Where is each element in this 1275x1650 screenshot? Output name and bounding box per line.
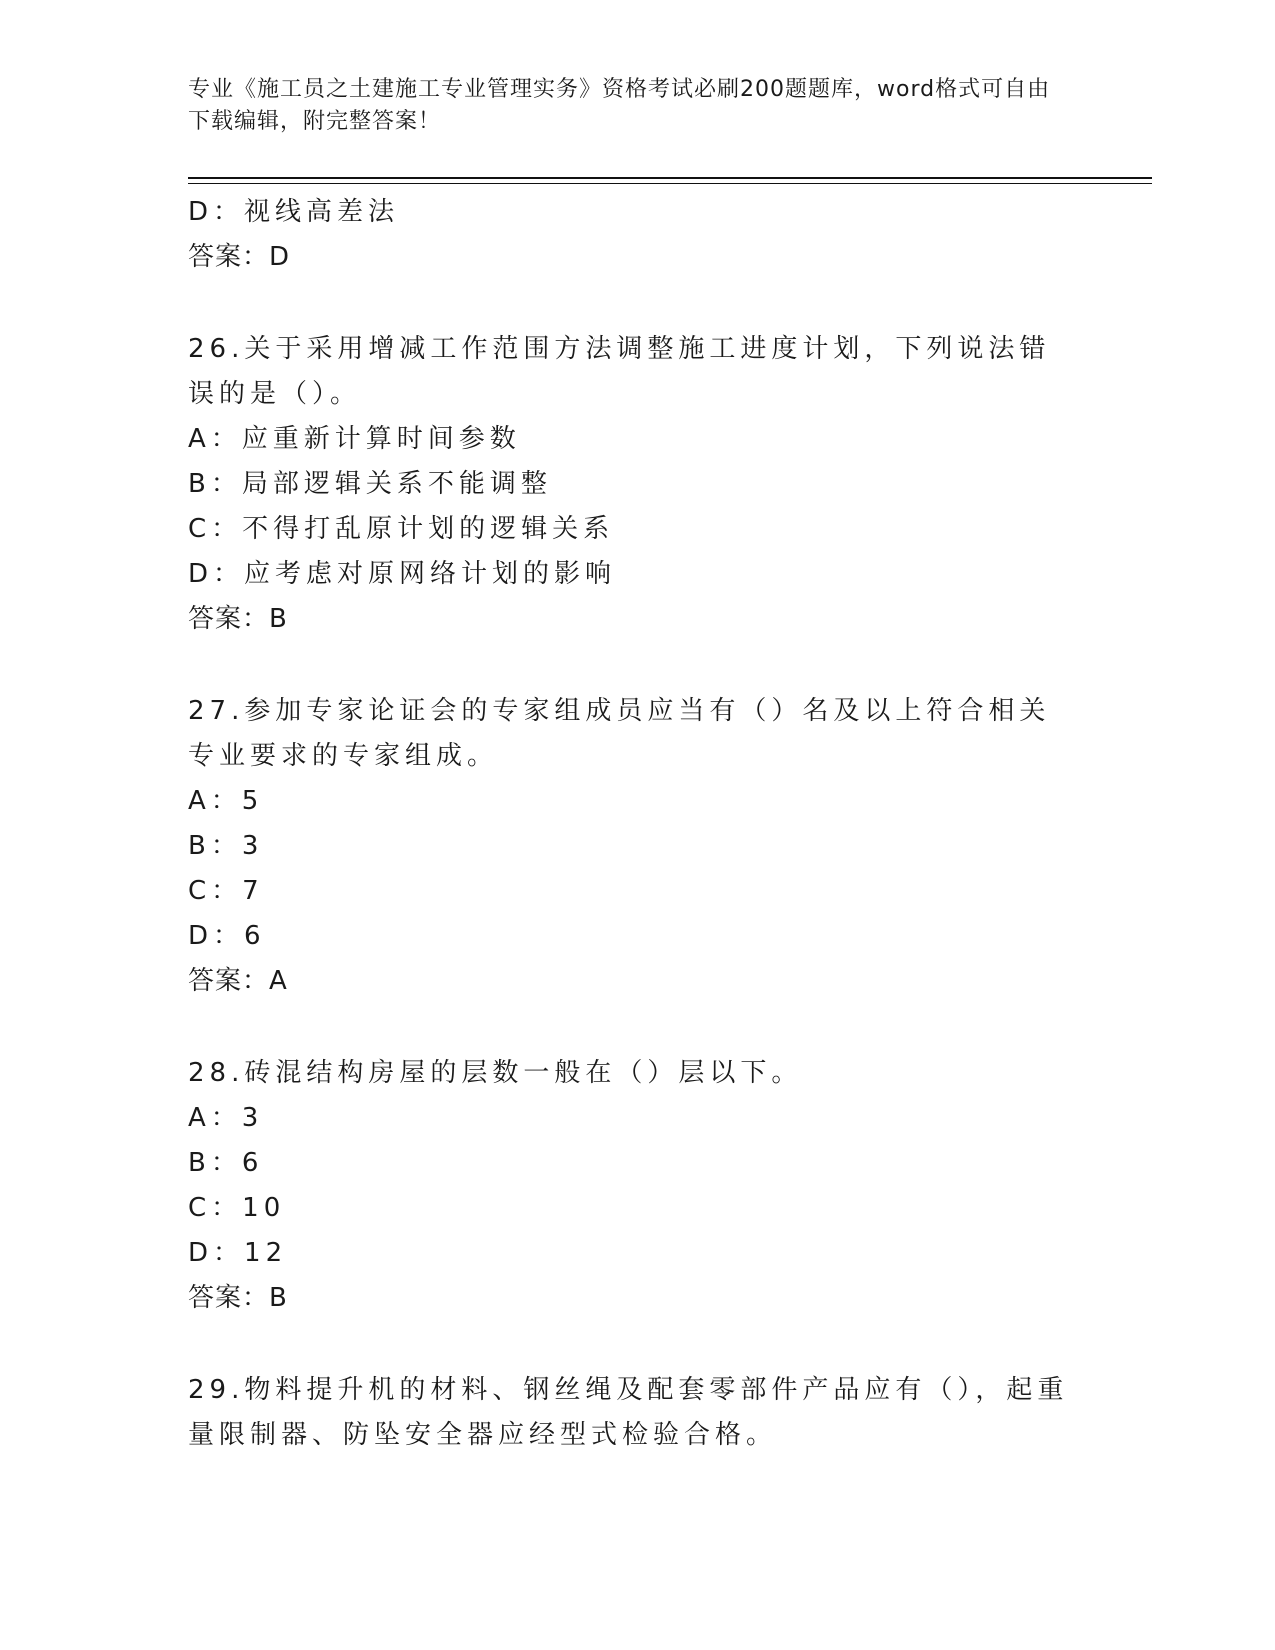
- option-b: B：局部逻辑关系不能调整: [188, 469, 552, 499]
- question-stem: 28.砖混结构房屋的层数一般在（）层以下。: [188, 1058, 803, 1088]
- question-stem: 26.关于采用增减工作范围方法调整施工进度计划，下列说法错误的是（）。: [188, 334, 1051, 409]
- page-header: 专业《施工员之土建施工专业管理实务》资格考试必刷200题题库，word格式可自由下载编辑，附完整答案！: [188, 77, 1051, 134]
- question-list: [188, 190, 1088, 1458]
- option-a: A：5: [188, 786, 264, 816]
- option-d: D：应考虑对原网络计划的影响: [188, 559, 617, 589]
- option-d: D：12: [188, 1238, 288, 1268]
- question-26: [188, 327, 1088, 642]
- header-divider-thin: [188, 183, 1152, 184]
- option-a: A：应重新计算时间参数: [188, 424, 521, 454]
- option-c: C：10: [188, 1193, 286, 1223]
- question-27: [188, 689, 1088, 1004]
- option-c: C：7: [188, 876, 264, 906]
- option-b: B：6: [188, 1148, 264, 1178]
- question-stem: 29.物料提升机的材料、钢丝绳及配套零部件产品应有（），起重量限制器、防坠安全器应经型式检验合格。: [188, 1375, 1069, 1450]
- carryover-question: [188, 190, 1088, 280]
- question-29: [188, 1368, 1088, 1458]
- answer-line: 答案：B: [188, 604, 288, 634]
- option-b: B：3: [188, 831, 264, 861]
- answer-line: 答案：D: [188, 242, 291, 272]
- question-stem: 27.参加专家论证会的专家组成员应当有（）名及以上符合相关专业要求的专家组成。: [188, 696, 1051, 771]
- answer-line: 答案：A: [188, 966, 288, 996]
- option-d: D：视线高差法: [188, 197, 400, 227]
- option-d: D：6: [188, 921, 266, 951]
- option-a: A：3: [188, 1103, 264, 1133]
- option-c: C：不得打乱原计划的逻辑关系: [188, 514, 615, 544]
- answer-line: 答案：B: [188, 1283, 288, 1313]
- header-divider-thick: [188, 177, 1152, 179]
- question-28: [188, 1051, 1088, 1321]
